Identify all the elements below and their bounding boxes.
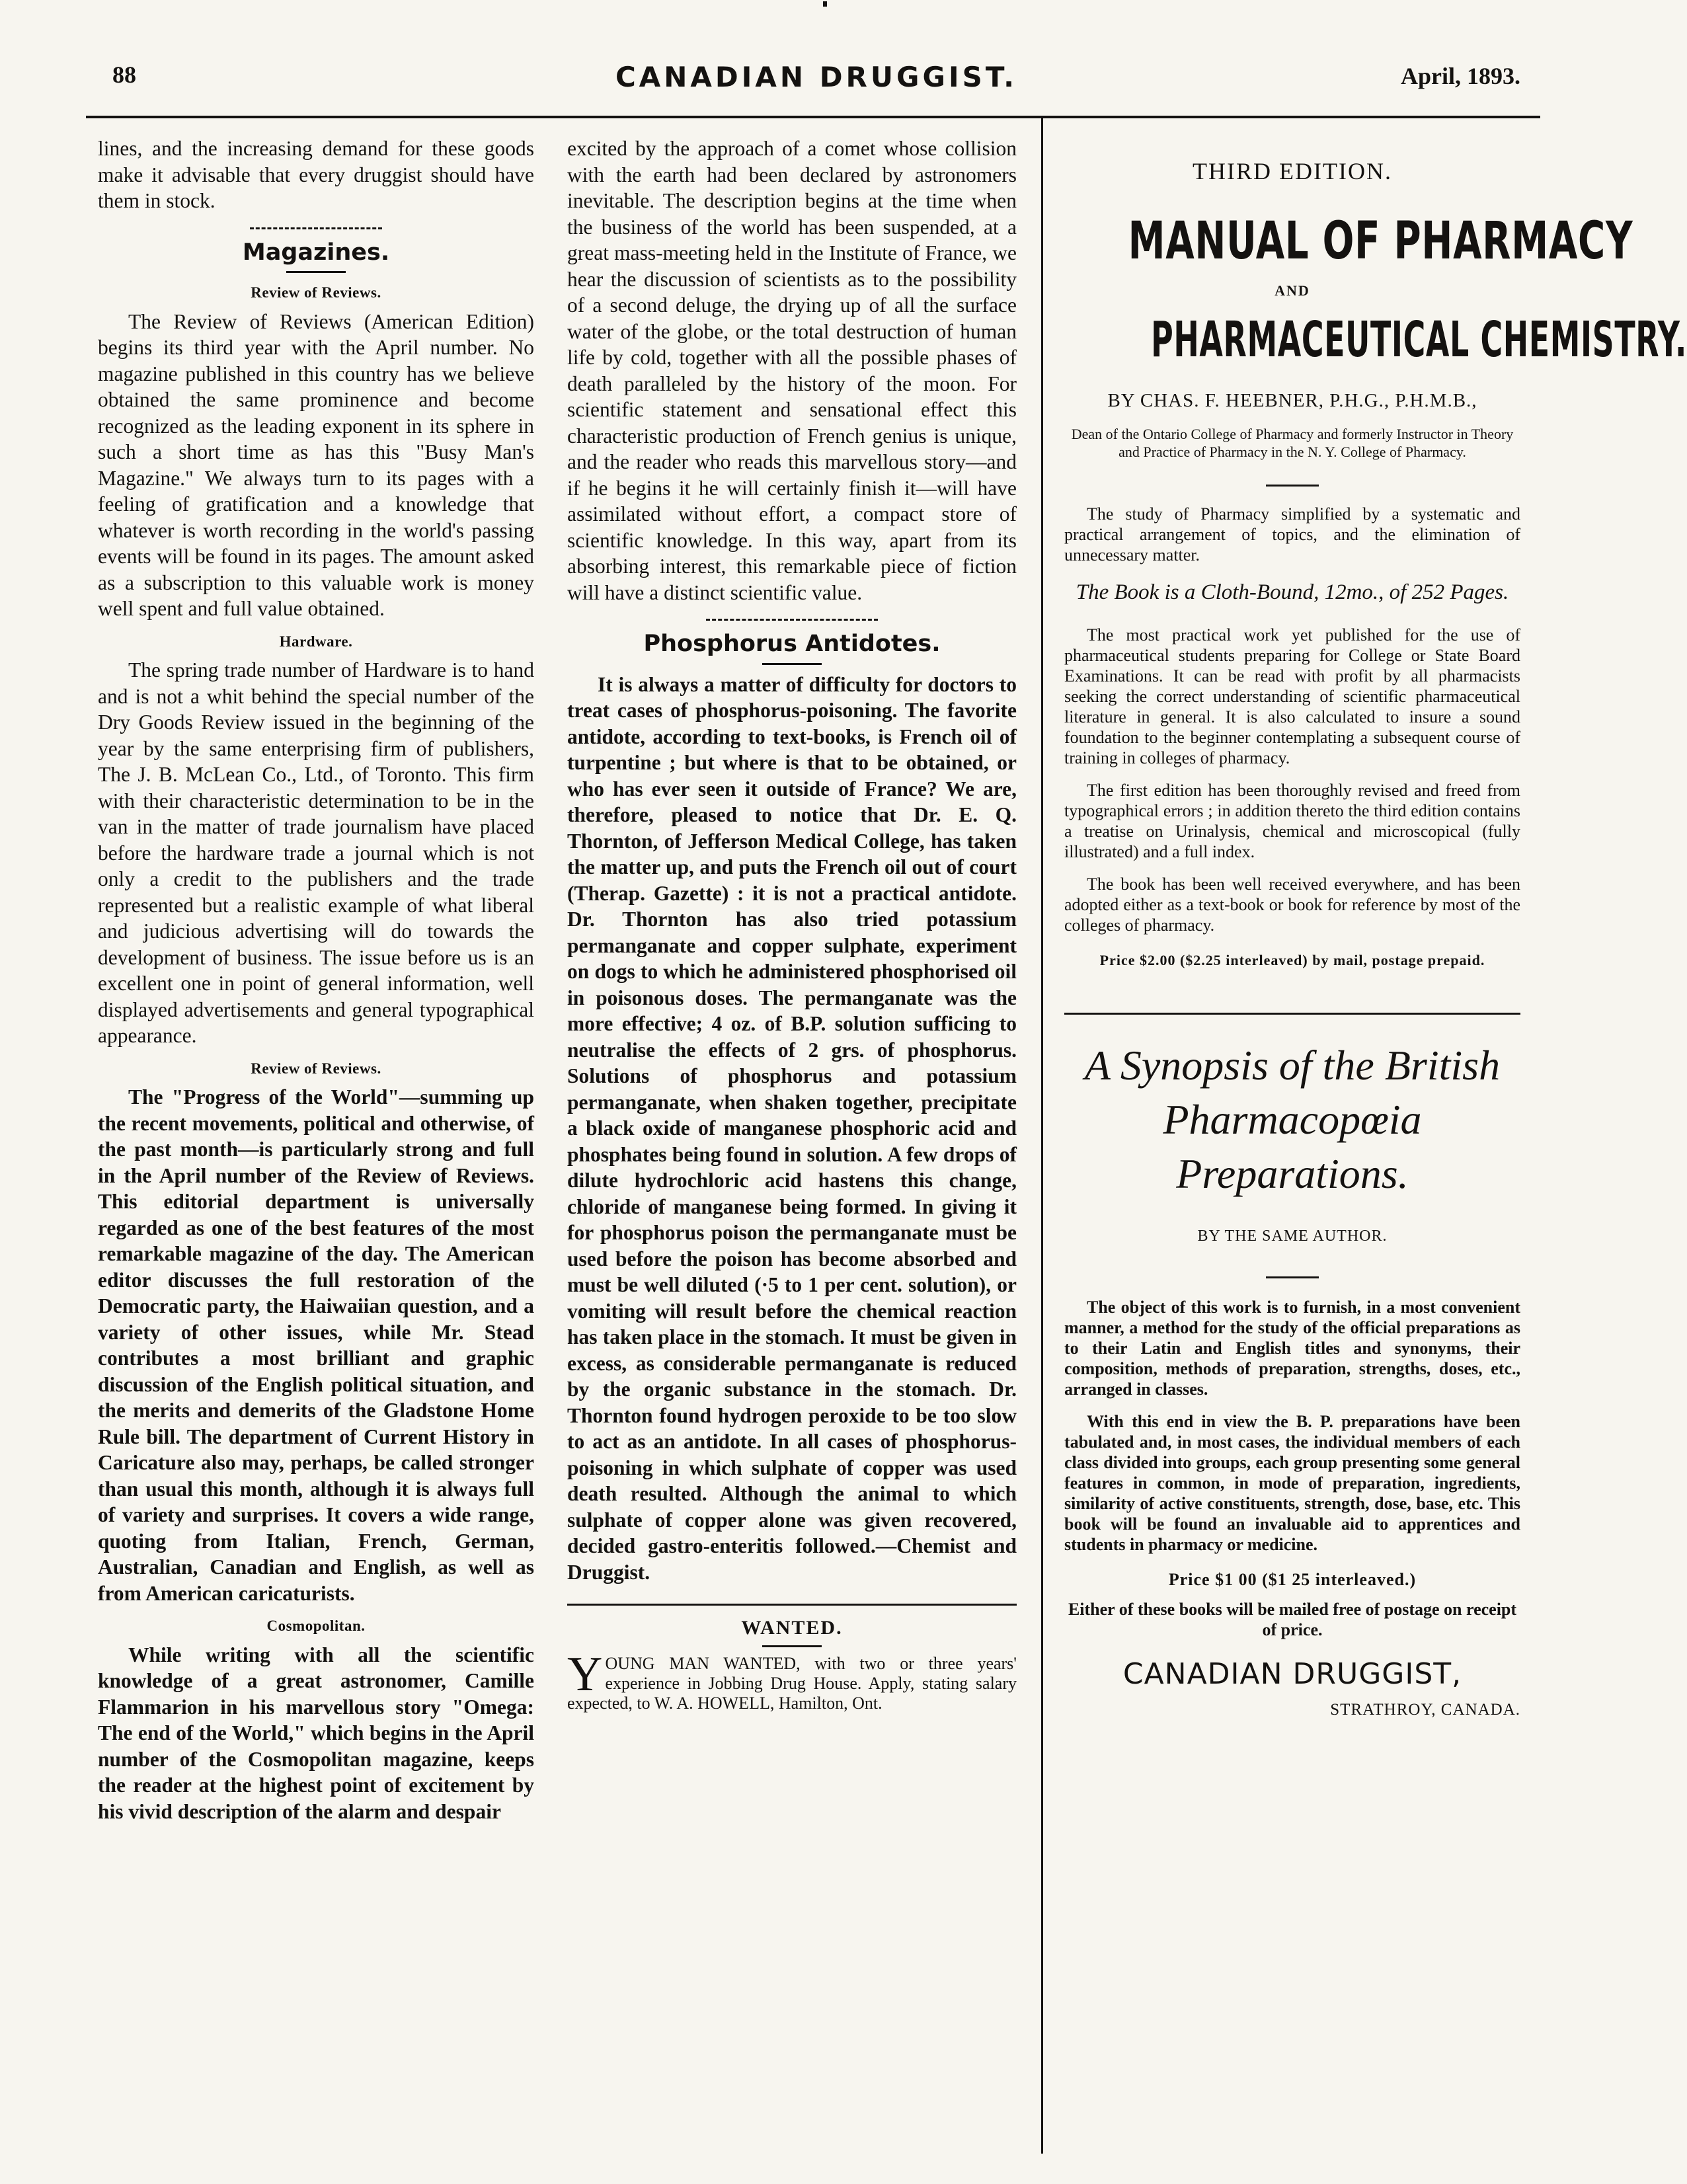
ad-rule bbox=[1064, 1013, 1520, 1015]
column-rule-right bbox=[1041, 118, 1043, 2154]
heading-rule bbox=[762, 1645, 822, 1647]
heading-rule bbox=[762, 663, 822, 665]
same-author-line: BY THE SAME AUTHOR. bbox=[1197, 1228, 1388, 1245]
book-format: The Book is a Cloth-Bound, 12mo., of 252 Pages. bbox=[1076, 580, 1509, 604]
paragraph: The "Progress of the World"—summing up the recent movements, political and otherwise, of the past month—is particularly strong and full in the April number of the Review of Reviews. This editorial department is universally regarded as one of the best features of the most remarkable magazine of the day. The American editor discusses the full restoration of the Democratic party, the Haiwaiian question, and a variety of other issues, while Mr. Stead contributes a most brilliant and graphic discussion of the English political situation, and the merits and demerits of the Gladstone Home Rule bill. The department of Current History in Caricature also may, perhaps, be called stronger than usual this month, although it is always full of variety and surprises. It covers a wide range, quoting from Italian, French, German, Australian, Canadian and English, as well as from American caricaturists. bbox=[98, 1085, 534, 1605]
subheading-review-of-reviews-2: Review of Reviews. bbox=[251, 1060, 381, 1077]
author-credentials: Dean of the Ontario College of Pharmacy and formerly Instructor in Theory and Practice of Pharmacy in the N. Y. College of Pharmacy. bbox=[1071, 425, 1514, 460]
publisher-location: STRATHROY, CANADA. bbox=[1330, 1700, 1520, 1719]
paragraph: The book has been well received everywhere, and has been adopted either as a text-book or book for reference by most of the colleges of pharmacy. bbox=[1064, 874, 1520, 935]
issue-date: April, 1893. bbox=[1400, 63, 1520, 89]
mailing-note: Either of these books will be mailed free of postage on receipt of price. bbox=[1068, 1600, 1517, 1639]
journal-title: CANADIAN DRUGGIST. bbox=[615, 61, 1018, 93]
paragraph: With this end in view the B. P. preparations have been tabulated and, in most cases, the individual members of each class divided into groups, each group presenting some general features in common, in mode of preparation, ingredients, similarity of active constituents, strength, dose, base, etc. This book will be found an invaluable aid to apprentices and students in pharmacy or medicine. bbox=[1064, 1411, 1520, 1554]
magazines-heading: Magazines. bbox=[242, 239, 390, 266]
paragraph: excited by the approach of a comet whose collision with the earth had been declared by astronomers inevitable. The description begins at the time when the business of the world has been suspended, at a great mass-meeting held in the Institute of France, we hear the discussion of scientists as to the possibility of a second deluge, the drying up of all the surface water of the globe, or the total destruction of human life by cold, together with all the possible phases of death paralleled by the history of the moon. For scientific statement and sensational effect this characteristic production of French genius is unique, and the reader who reads this marvellous story—and if he begins it he will certainly finish it—will have assimilated without effort, a compact store of scientific knowledge. In this way, apart from its absorbing interest, this remarkable piece of fiction will have a distinct scientific value. bbox=[567, 137, 1017, 604]
intro-paragraph: lines, and the increasing demand for these goods make it advisable that every druggist should have them in stock. bbox=[98, 137, 534, 212]
wanted-rule bbox=[567, 1604, 1017, 1606]
ad-rule bbox=[1266, 485, 1319, 487]
header-rule bbox=[86, 116, 1540, 118]
column-1 bbox=[98, 136, 534, 1831]
ad-body bbox=[1064, 504, 1520, 565]
ad-rule bbox=[1266, 1276, 1319, 1278]
book-title-chemistry: PHARMACEUTICAL CHEMISTRY. bbox=[1151, 311, 1687, 368]
advertisement-column bbox=[1064, 136, 1687, 1723]
paragraph: The object of this work is to furnish, in a most convenient manner, a method for the study of the official preparations as to their Latin and English titles and synonyms, their composition, methods of preparation, strengths, doses, etc., arranged in classes. bbox=[1064, 1297, 1520, 1399]
paragraph: The study of Pharmacy simplified by a systematic and practical arrangement of topics, and the elimination of unnecessary matter. bbox=[1064, 504, 1520, 565]
paragraph: It is always a matter of difficulty for doctors to treat cases of phosphorus-poisoning. The favorite antidote, according to text-books, is French oil of turpentine ; but where is that to be obtained, or who has ever seen it outside of France? We are, therefore, pleased to notice that Dr. E. Q. Thornton, of Jefferson Medical College, has taken the matter up, and puts the French oil out of court (Therap. Gazette) : it is not a practical antidote. Dr. Thornton has also tried potassium permanganate and copper sulphate, experiment on dogs to which he administered phosphorised oil in poisonous doses. The permanganate was the more effective; 4 oz. of B.P. solution sufficing to neutralise the effects of 2 grs. of phosphorus. Solutions of phosphorus and potassium permanganate, when shaken together, precipitate a black oxide of manganese phosphoric acid and phosphates being found in solution. A few drops of dilute hydrochloric acid hastens this change, chloride of manganese being formed. In giving it for phosphorus poison the permanganate must be used before the poison has become absorbed and must be well diluted (·5 to 1 per cent. solution), or vomiting will result before the chemical reaction has taken place in the stomach. It must be given in excess, as considerable permanganate is reduced by the organic substance in the stomach. Dr. Thornton found hydrogen peroxide to be too slow to act as an antidote. In all cases of phosphorus-poisoning in which sulphate of copper was used death resulted. Although the animal to which sulphate of copper alone was given recovered, decided gastro-enteritis followed.—Chemist and Druggist. bbox=[567, 672, 1017, 1584]
separator bbox=[250, 227, 382, 229]
paragraph: The most practical work yet published for the use of pharmaceutical students preparing for College or State Board Examinations. It can be read with profit by all pharmacists seeking the correct understanding of scientific pharmaceutical literature in general. It is also calculated to insure a sound foundation to the beginner contemplating a subsequent course of training in colleges of pharmacy. bbox=[1064, 625, 1520, 767]
heading-rule bbox=[286, 271, 346, 273]
drop-cap: Y bbox=[567, 1647, 603, 1701]
subheading-cosmopolitan: Cosmopolitan. bbox=[266, 1618, 366, 1634]
author-line: BY CHAS. F. HEEBNER, P.H.G., P.H.M.B., bbox=[1107, 390, 1477, 411]
book-title-manual: MANUAL OF PHARMACY bbox=[1128, 211, 1633, 271]
paragraph: The first edition has been thoroughly revised and freed from typographical errors ; in addition thereto the third edition contains a treatise on Urinalysis, chemical and microscopical (fully illustrated) and a full index. bbox=[1064, 780, 1520, 861]
page-number: 88 bbox=[112, 61, 136, 88]
top-ornament bbox=[823, 1, 827, 7]
paragraph: While writing with all the scientific knowledge of a great astronomer, Camille Flammarion in his marvellous story "Omega: The end of the World," which begins in the April number of the Cosmopolitan magazine, keeps the reader at the highest point of excitement by his vivid description of the alarm and despair bbox=[98, 1643, 534, 1823]
and-label: AND bbox=[1275, 282, 1310, 299]
ad-body bbox=[1064, 625, 1520, 935]
price-line-manual: Price $2.00 ($2.25 interleaved) by mail, postage prepaid. bbox=[1099, 951, 1485, 968]
synopsis-title: A Synopsis of the British Pharmacopœia Preparations. bbox=[1084, 1042, 1501, 1197]
publisher-name: CANADIAN DRUGGIST, bbox=[1122, 1657, 1462, 1691]
separator bbox=[706, 619, 878, 621]
column-2 bbox=[567, 136, 1017, 1713]
ad-body bbox=[1064, 1599, 1520, 1640]
price-line-synopsis: Price $1 00 ($1 25 interleaved.) bbox=[1168, 1569, 1417, 1589]
ad-body bbox=[1064, 1297, 1520, 1555]
wanted-text: OUNG MAN WANTED, with two or three years' experience in Jobbing Drug House. Apply, stating salary expected, to W. A. HOWELL, Hamilton, Ont. bbox=[567, 1653, 1017, 1713]
subheading-review-of-reviews: Review of Reviews. bbox=[251, 284, 381, 301]
phosphorus-antidotes-heading: Phosphorus Antidotes. bbox=[643, 631, 941, 657]
subheading-hardware: Hardware. bbox=[279, 633, 353, 650]
page-header bbox=[112, 61, 1520, 100]
edition-label: THIRD EDITION. bbox=[1193, 158, 1392, 184]
wanted-ad bbox=[567, 1647, 1017, 1713]
paragraph: The Review of Reviews (American Edition) begins its third year with the April number. No magazine published in this country has we believe obtained the same prominence and become recognized as the leading exponent in its sphere in such a short time as has this "Busy Man's Magazine." We always turn to its pages with a feeling of gratification and a knowledge that whatever is worth recording in the world's passing events will be found in its pages. The amount asked as a subscription to this valuable work is money well spent and full value obtained. bbox=[98, 309, 534, 620]
wanted-heading: WANTED. bbox=[741, 1617, 843, 1639]
paragraph: The spring trade number of Hardware is to hand and is not a whit behind the special number of the Dry Goods Review issued in the beginning of the year by the same enterprising firm of publishers, The J. B. McLean Co., Ltd., of Toronto. This firm with their characteristic determination to be in the van in the matter of trade journalism have placed before the hardware trade a journal which is not only a credit to the publishers and the trade represented but a realistic example of what liberal and judicious advertising will do towards the development of business. The issue before us is an excellent one in point of general information, well displayed advertisements and general typographical appearance. bbox=[98, 658, 534, 1047]
